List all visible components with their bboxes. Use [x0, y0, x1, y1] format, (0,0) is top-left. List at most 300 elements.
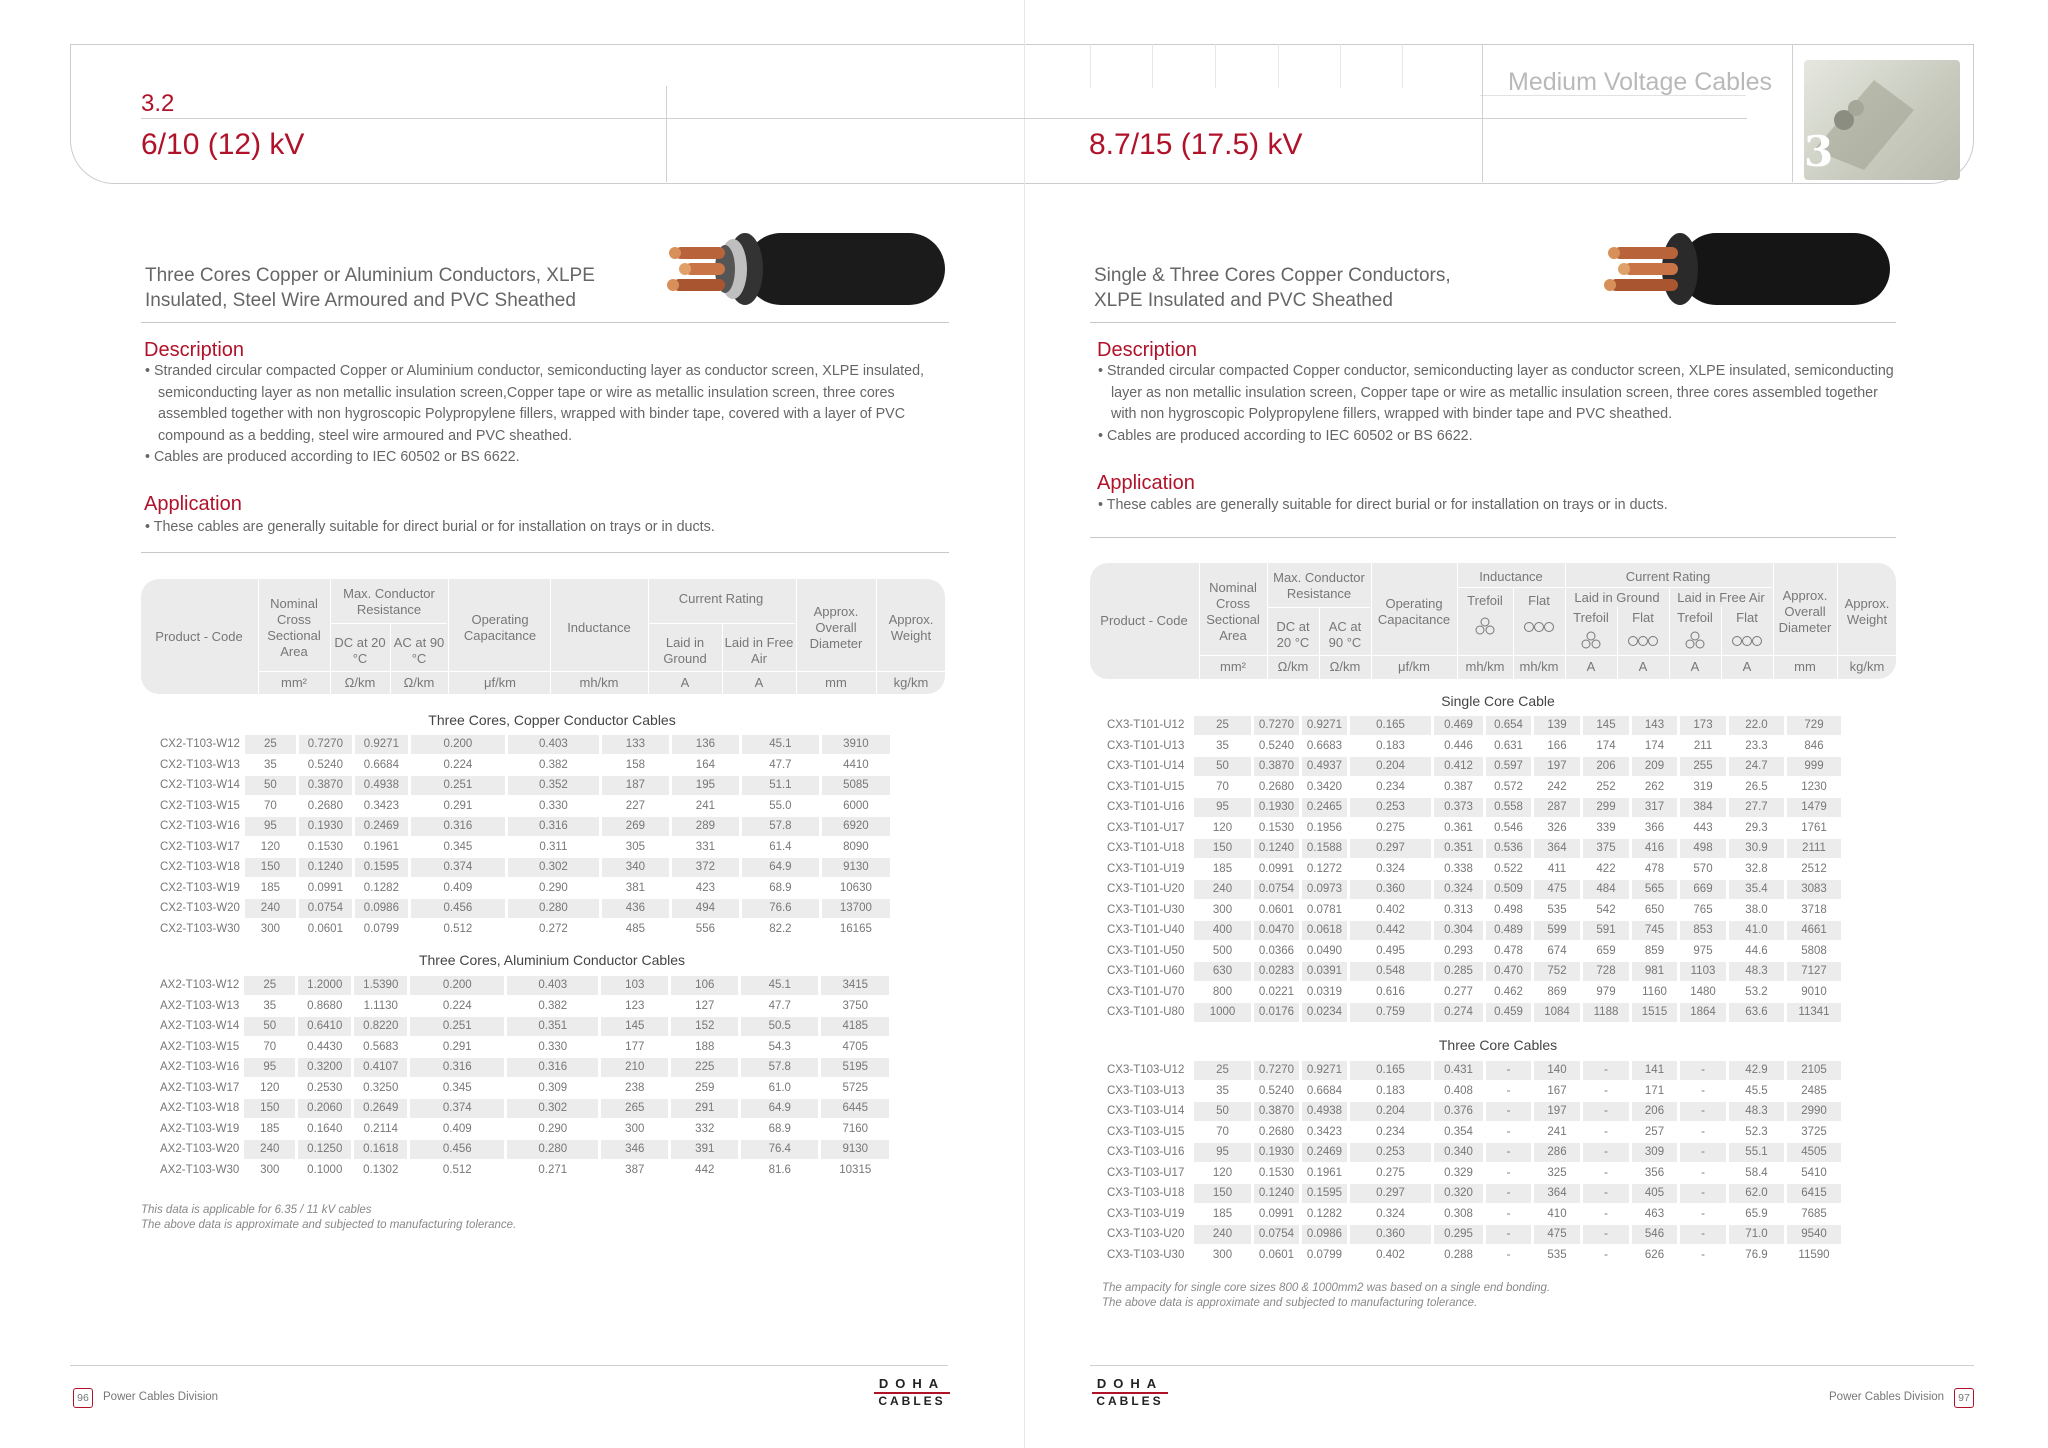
table-cell: 0.165: [1350, 1061, 1431, 1080]
table-cell: 0.495: [1376, 944, 1405, 957]
table-cell: 0.0799: [363, 922, 399, 935]
table-cell: 0.1272: [1306, 862, 1343, 875]
table-cell: 1515: [1632, 1003, 1677, 1022]
table-cell: 0.2060: [298, 1099, 351, 1118]
table-cell: 0.0391: [1302, 962, 1347, 981]
table-cell: 0.9271: [1302, 716, 1347, 735]
table-cell: 339: [1596, 821, 1616, 834]
table-row: [1105, 737, 1841, 756]
unit-label: mm: [825, 675, 847, 690]
table-cell: 0.1282: [363, 881, 399, 894]
unit-label: mm: [1794, 659, 1816, 674]
table-cell: 0.558: [1486, 798, 1531, 817]
table-cell: 5085: [822, 776, 890, 795]
left-description-list: [144, 361, 954, 469]
product-code-cell: CX2-T103-W15: [160, 799, 240, 812]
table-cell: -: [1583, 1143, 1629, 1162]
table-cell: 1000: [1194, 1003, 1251, 1022]
table-cell: 0.275: [1376, 821, 1405, 834]
table-cell: 95: [245, 817, 296, 836]
table-cell: 0.291: [442, 1040, 472, 1053]
unit-label: mh/km: [1465, 659, 1505, 674]
table-cell: 286: [1534, 1143, 1580, 1162]
table-cell: 238: [625, 1081, 645, 1094]
table-cell: 0.234: [1376, 780, 1405, 793]
table-cell: 1761: [1801, 821, 1827, 834]
table-cell: 346: [601, 1140, 668, 1159]
table-cell: 185: [260, 1122, 280, 1135]
table-row: [1105, 716, 1841, 735]
table-cell: 478: [1644, 862, 1665, 875]
table-cell: 139: [1534, 716, 1580, 735]
table-cell: 319: [1693, 780, 1713, 793]
header-divider-right: [1482, 44, 1483, 182]
unit-label: A: [680, 675, 690, 690]
product-code-cell: CX2-T103-W16: [160, 820, 240, 833]
col-weight: Approx. Weight: [1844, 596, 1890, 627]
table-cell: -: [1701, 1207, 1705, 1220]
table-cell: 3725: [1801, 1125, 1827, 1138]
table-cell: -: [1604, 1125, 1608, 1138]
table-cell: 800: [1212, 985, 1233, 998]
product-code-cell: CX3-T101-U19: [1107, 862, 1185, 875]
table-cell: 173: [1680, 716, 1726, 735]
table-cell: 58.4: [1745, 1166, 1768, 1179]
table-cell: 300: [625, 1122, 645, 1135]
header-divider-thumb: [1792, 44, 1793, 182]
table-cell: 0.5683: [363, 1040, 399, 1053]
table-cell: 0.351: [507, 1017, 598, 1036]
cable-image-right: [1600, 225, 1900, 315]
table-cell: 145: [601, 1017, 668, 1036]
table-cell: 23.3: [1745, 739, 1768, 752]
table-cell: 6445: [821, 1099, 889, 1118]
product-code-cell: CX3-T103-U12: [1107, 1064, 1185, 1077]
table-row: [158, 879, 890, 898]
col-ac: AC at 90 °C: [393, 635, 445, 666]
product-code-cell: CX3-T103-U20: [1107, 1228, 1185, 1241]
bullet-item: • These cables are generally suitable for direct burial or for installation on trays or in ducts.: [145, 519, 715, 535]
table-cell: 4505: [1787, 1143, 1841, 1162]
table-cell: 242: [1547, 780, 1567, 793]
product-code-cell: AX2-T103-W30: [160, 1163, 240, 1176]
header-rule: [259, 671, 945, 672]
table-cell: 326: [1547, 821, 1567, 834]
table-cell: 68.9: [769, 881, 792, 894]
table-cell: 0.1618: [354, 1140, 407, 1159]
table-cell: 0.0283: [1254, 962, 1299, 981]
table-cell: 475: [1534, 1225, 1580, 1244]
table-cell: 0.316: [411, 817, 505, 836]
table-cell: -: [1486, 1061, 1531, 1080]
table-cell: 0.0490: [1306, 944, 1343, 957]
table-cell: 299: [1583, 798, 1629, 817]
table-row: [158, 1161, 889, 1180]
table-cell: -: [1486, 1225, 1531, 1244]
table-cell: 133: [602, 735, 669, 754]
table-cell: 120: [1212, 1166, 1233, 1179]
table-row: [158, 817, 890, 836]
table-cell: 423: [695, 881, 715, 894]
table-cell: 0.253: [1350, 798, 1431, 817]
table-cell: 422: [1596, 862, 1616, 875]
table-cell: -: [1680, 1061, 1726, 1080]
table-cell: 1480: [1690, 985, 1716, 998]
table-cell: 54.3: [768, 1040, 791, 1053]
table-cell: 340: [602, 858, 669, 877]
table-cell: 0.546: [1494, 821, 1523, 834]
table-cell: 50: [1194, 1102, 1251, 1121]
table-cell: 728: [1583, 962, 1629, 981]
unit-label: Ω/km: [403, 675, 435, 690]
table-cell: 0.1000: [307, 1163, 343, 1176]
table-cell: 494: [672, 899, 739, 918]
table-row: [1105, 819, 1841, 838]
table-cell: 0.409: [443, 881, 473, 894]
table-row: [158, 776, 890, 795]
table-cell: 0.0991: [307, 881, 343, 894]
table-cell: -: [1604, 1084, 1608, 1097]
table-cell: -: [1680, 1184, 1726, 1203]
product-code-cell: CX3-T101-U30: [1107, 903, 1185, 916]
table-row: [158, 1140, 889, 1159]
table-cell: 0.6684: [1306, 1084, 1343, 1097]
product-code-cell: CX2-T103-W20: [160, 902, 240, 915]
flat-icon: [1523, 621, 1555, 633]
table-cell: -: [1604, 1166, 1608, 1179]
table-cell: 405: [1632, 1184, 1677, 1203]
table-cell: 305: [625, 840, 645, 853]
table-cell: 869: [1547, 985, 1567, 998]
table-cell: 55.1: [1729, 1143, 1784, 1162]
table-cell: 42.9: [1729, 1061, 1784, 1080]
table-cell: 0.340: [1434, 1143, 1483, 1162]
left-note: [141, 1203, 516, 1233]
table-row: [158, 899, 890, 918]
table-row: [158, 838, 890, 857]
table-cell: 416: [1632, 839, 1677, 858]
table-cell: 0.470: [1486, 962, 1531, 981]
product-code-cell: AX2-T103-W20: [160, 1143, 240, 1156]
table-cell: 556: [695, 922, 715, 935]
table-cell: 150: [244, 1099, 295, 1118]
col-dc: DC at 20 °C: [334, 635, 386, 666]
table-cell: 0.6683: [1306, 739, 1343, 752]
table-cell: 0.572: [1494, 780, 1523, 793]
table-cell: 0.442: [1350, 921, 1431, 940]
left-application-rule: [141, 552, 949, 553]
table-cell: 463: [1644, 1207, 1665, 1220]
table-cell: 241: [695, 799, 715, 812]
note-line: The above data is approximate and subjected to manufacturing tolerance.: [1102, 1297, 1478, 1309]
table-cell: 1084: [1534, 1003, 1580, 1022]
right-title-line: Single & Three Cores Copper Conductors,: [1094, 265, 1451, 286]
table-cell: 0.8680: [307, 999, 343, 1012]
unit-label: A: [1586, 659, 1596, 674]
doha-cables-logo-right: [1092, 1376, 1168, 1408]
table-cell: 752: [1534, 962, 1580, 981]
table-cell: 164: [695, 758, 715, 771]
table-cell: 143: [1632, 716, 1677, 735]
table-cell: 0.2114: [363, 1122, 398, 1135]
table-cell: 1.1130: [363, 999, 398, 1012]
table-cell: 53.2: [1745, 985, 1768, 998]
table-cell: 0.5240: [307, 758, 343, 771]
table-cell: 729: [1787, 716, 1841, 735]
table-cell: 0.403: [508, 735, 599, 754]
table-cell: -: [1680, 1225, 1726, 1244]
table-cell: 76.6: [742, 899, 819, 918]
right-footer-rule: [1090, 1365, 1974, 1366]
table-cell: 0.1956: [1306, 821, 1343, 834]
left-voltage-title: 6/10 (12) kV: [141, 128, 305, 161]
table-cell: 127: [695, 999, 715, 1012]
table-cell: 0.324: [1434, 880, 1483, 899]
table-cell: 981: [1632, 962, 1677, 981]
table-cell: -: [1506, 1248, 1511, 1261]
table-cell: 0.2680: [1258, 780, 1295, 793]
table-cell: 485: [625, 922, 645, 935]
left-footer-division: Power Cables Division: [103, 1391, 219, 1403]
table-cell: 0.6410: [298, 1017, 351, 1036]
table-cell: 0.3870: [1254, 1102, 1299, 1121]
col-air-trefoil: Trefoil: [1677, 610, 1713, 625]
table-cell: 3750: [842, 999, 869, 1012]
table-cell: 0.277: [1444, 985, 1473, 998]
table-cell: 570: [1693, 862, 1713, 875]
table-cell: 0.1961: [363, 840, 399, 853]
unit-label: A: [754, 675, 764, 690]
table-cell: 5410: [1801, 1166, 1827, 1179]
table-cell: 0.382: [539, 758, 568, 771]
right-note: [1102, 1281, 1550, 1311]
product-code-cell: CX3-T103-U18: [1107, 1187, 1185, 1200]
table-cell: 745: [1632, 921, 1677, 940]
table-cell: 0.1961: [1306, 1166, 1343, 1179]
table-cell: 0.0754: [1254, 1225, 1299, 1244]
table-cell: 25: [1194, 1061, 1251, 1080]
product-code-cell: AX2-T103-W12: [160, 979, 240, 992]
col-ind-trefoil: Trefoil: [1467, 593, 1503, 608]
col-laid-ground: Laid in Ground: [1574, 590, 1660, 605]
bullet-item: • Stranded circular compacted Copper or Aluminium conductor, semiconducting layer as conductor screen, XLPE insulated, semiconducting layer as non metallic insulation screen,Copper tape or wire as metallic insulation screen, three cores assembled together with non hygroscopic Polypropylene fillers, wrapped with binder tape, covered with a layer of PVC compound as a bedding, steel wire armoured and PVC sheathed.: [145, 363, 925, 444]
left-page-number: 96: [73, 1388, 93, 1408]
table-cell: 332: [695, 1122, 715, 1135]
table-cell: 24.7: [1729, 757, 1784, 776]
table-cell: 0.1530: [1258, 1166, 1295, 1179]
table-row: [1105, 921, 1841, 940]
table-cell: 366: [1644, 821, 1665, 834]
right-application-list: [1097, 495, 1907, 517]
table-cell: 0.0601: [1258, 1248, 1295, 1261]
unit-label: A: [1742, 659, 1752, 674]
table-cell: 185: [260, 881, 280, 894]
col-laid-air: Laid in Free Air: [724, 635, 794, 666]
table-cell: 0.4107: [354, 1058, 407, 1077]
table-cell: 167: [1547, 1084, 1567, 1097]
table-cell: 0.309: [538, 1081, 568, 1094]
table-cell: 76.4: [741, 1140, 818, 1159]
table-cell: 95: [244, 1058, 295, 1077]
logo-text: CABLES: [1096, 1394, 1164, 1408]
table-cell: 0.338: [1444, 862, 1473, 875]
left-group2-title: Three Cores, Aluminium Conductor Cables: [418, 952, 686, 968]
table-cell: 626: [1644, 1248, 1665, 1261]
left-group1-title: Three Cores, Copper Conductor Cables: [428, 712, 676, 728]
table-cell: 325: [1547, 1166, 1567, 1179]
table-cell: 0.285: [1434, 962, 1483, 981]
table-cell: 853: [1680, 921, 1726, 940]
table-cell: 0.0319: [1306, 985, 1343, 998]
table-cell: 0.456: [410, 1140, 504, 1159]
table-cell: 0.402: [1376, 903, 1405, 916]
col-product-code: Product - Code: [155, 628, 243, 644]
table-cell: 240: [244, 1140, 295, 1159]
table-cell: 68.9: [768, 1122, 791, 1135]
product-code-cell: CX2-T103-W13: [160, 758, 240, 771]
table-cell: 0.0470: [1254, 921, 1299, 940]
table-row: [1105, 1123, 1841, 1142]
table-cell: 0.759: [1350, 1003, 1431, 1022]
table-cell: 47.7: [769, 758, 792, 771]
table-cell: 0.1530: [1258, 821, 1295, 834]
table-cell: 542: [1596, 903, 1616, 916]
table-cell: 0.409: [442, 1122, 472, 1135]
table-cell: 0.288: [1444, 1248, 1473, 1261]
table-cell: 0.0618: [1302, 921, 1347, 940]
table-cell: 0.295: [1434, 1225, 1483, 1244]
table-cell: -: [1701, 1084, 1705, 1097]
table-row: [158, 1038, 889, 1057]
table-row: [158, 976, 889, 995]
table-cell: 25: [244, 976, 295, 995]
table-cell: 206: [1583, 757, 1629, 776]
table-cell: 500: [1212, 944, 1233, 957]
unit-label: mh/km: [579, 675, 619, 690]
unit-label: kg/km: [1849, 659, 1885, 674]
col-nominal-area: Nominal Cross Sectional Area: [1206, 580, 1260, 643]
table-cell: 300: [260, 1163, 280, 1176]
table-cell: 0.373: [1434, 798, 1483, 817]
table-cell: 0.1588: [1302, 839, 1347, 858]
table-cell: 0.536: [1486, 839, 1531, 858]
table-cell: 0.3870: [299, 776, 352, 795]
table-cell: 0.320: [1434, 1184, 1483, 1203]
table-cell: 65.9: [1745, 1207, 1768, 1220]
page-spine: [1024, 0, 1025, 1448]
product-code-cell: CX3-T103-U16: [1107, 1146, 1185, 1159]
table-row: [158, 735, 890, 754]
product-code-cell: CX2-T103-W18: [160, 861, 240, 874]
table-cell: 95: [1194, 1143, 1251, 1162]
table-cell: 300: [260, 922, 280, 935]
right-application-rule: [1090, 537, 1896, 538]
table-cell: 45.1: [742, 735, 819, 754]
table-cell: 240: [1194, 880, 1251, 899]
table-row: [1105, 860, 1841, 879]
table-cell: -: [1701, 1166, 1705, 1179]
header-divider: [448, 579, 449, 694]
header-tick: [1090, 44, 1091, 88]
table-cell: 0.2680: [307, 799, 343, 812]
right-single-core-table: [1102, 714, 1844, 1024]
table-cell: 9130: [821, 1140, 889, 1159]
table-cell: 1160: [1642, 985, 1667, 998]
left-product-title: [145, 263, 665, 313]
table-cell: 174: [1596, 739, 1616, 752]
table-cell: 0.548: [1350, 962, 1431, 981]
unit-label: mh/km: [1519, 659, 1559, 674]
table-cell: 0.7270: [299, 735, 352, 754]
col-air-flat: Flat: [1736, 610, 1758, 625]
table-cell: 103: [601, 976, 668, 995]
table-cell: 259: [695, 1081, 715, 1094]
table-cell: 0.631: [1494, 739, 1523, 752]
product-code-cell: CX3-T101-U17: [1107, 821, 1185, 834]
table-cell: 0.360: [1350, 880, 1431, 899]
product-code-cell: CX3-T101-U15: [1107, 780, 1185, 793]
table-cell: 535: [1547, 903, 1567, 916]
product-code-cell: CX3-T101-U80: [1107, 1006, 1185, 1019]
table-cell: 0.204: [1350, 757, 1431, 776]
unit-label: mm²: [281, 675, 307, 690]
table-cell: 241: [1547, 1125, 1567, 1138]
product-code-cell: CX3-T103-U17: [1107, 1166, 1185, 1179]
doha-cables-logo-left: [874, 1376, 950, 1408]
table-cell: 5725: [842, 1081, 869, 1094]
product-code-cell: AX2-T103-W19: [160, 1122, 240, 1135]
right-group1-title: Single Core Cable: [1441, 693, 1555, 709]
table-cell: 0.374: [411, 858, 505, 877]
table-cell: 0.316: [508, 817, 599, 836]
right-description-heading: Description: [1097, 339, 1198, 361]
table-cell: 0.324: [1376, 1207, 1405, 1220]
table-cell: 120: [260, 1081, 280, 1094]
table-cell: 2105: [1787, 1061, 1841, 1080]
unit-label: μf/km: [483, 675, 517, 690]
table-cell: 171: [1644, 1084, 1665, 1097]
table-cell: 0.330: [539, 799, 568, 812]
table-cell: 0.0176: [1254, 1003, 1299, 1022]
table-cell: 674: [1547, 944, 1567, 957]
table-cell: 0.316: [507, 1058, 598, 1077]
col-max-resistance: Max. Conductor Resistance: [1273, 570, 1365, 601]
table-cell: 140: [1534, 1061, 1580, 1080]
product-code-cell: CX3-T101-U13: [1107, 739, 1185, 752]
table-cell: -: [1506, 1125, 1511, 1138]
table-cell: 1.5390: [354, 976, 407, 995]
table-cell: -: [1506, 1166, 1511, 1179]
table-cell: 0.253: [1350, 1143, 1431, 1162]
table-cell: 0.297: [1350, 1184, 1431, 1203]
table-cell: 979: [1596, 985, 1616, 998]
unit-label: mm²: [1220, 659, 1246, 674]
header-tick: [1215, 44, 1216, 88]
header-tick: [1340, 44, 1341, 88]
table-cell: 0.403: [507, 976, 598, 995]
table-cell: 71.0: [1729, 1225, 1784, 1244]
table-cell: 5808: [1801, 944, 1827, 957]
product-code-cell: CX2-T103-W17: [160, 840, 240, 853]
table-cell: 197: [1534, 757, 1580, 776]
table-row: [158, 1120, 889, 1139]
table-cell: 209: [1632, 757, 1677, 776]
table-cell: 240: [1194, 1225, 1251, 1244]
col-ground-trefoil: Trefoil: [1573, 610, 1609, 625]
table-cell: 0.4937: [1302, 757, 1347, 776]
table-cell: 0.431: [1434, 1061, 1483, 1080]
table-cell: 372: [672, 858, 739, 877]
